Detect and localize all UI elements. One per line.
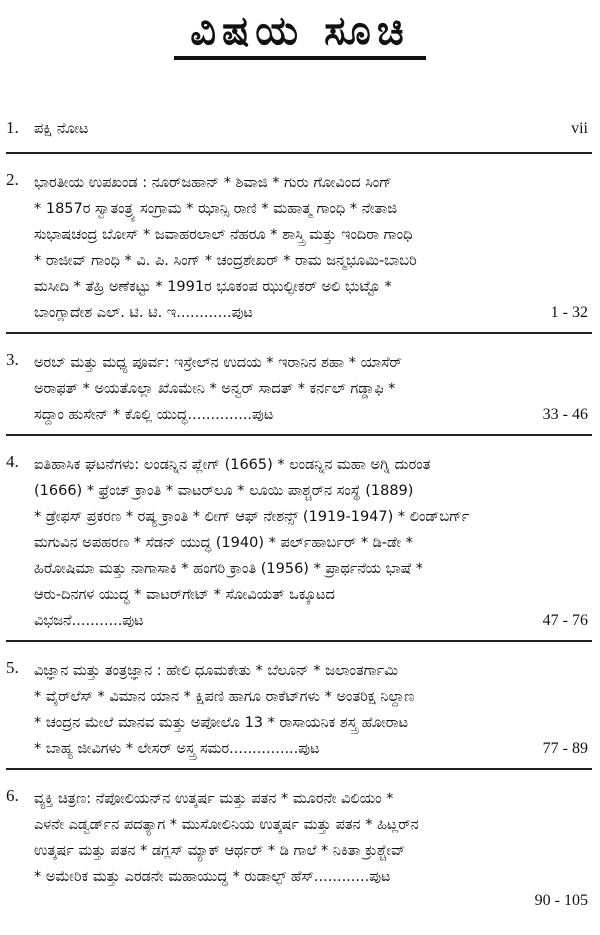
toc-entry-1 bbox=[6, 112, 592, 154]
entry-body bbox=[34, 658, 592, 762]
entry-line bbox=[34, 402, 592, 428]
entry-text: ವಿಭಜನೆ...........ಪುಟ bbox=[34, 613, 144, 629]
entry-title: ಪಕ್ಷಿ ನೋಟ bbox=[34, 121, 89, 137]
entry-line: ಐತಿಹಾಸಿಕ ಘಟನೆಗಳು: ಲಂಡನ್ನಿನ ಪ್ಲೇಗ್ (1665) * ಲಂಡನ್ನಿನ ಮಹಾ ಅಗ್ನಿ ದುರಂತ bbox=[34, 457, 431, 473]
entry-pages: 1 - 32 bbox=[550, 304, 588, 321]
entry-line: * ಚಂದ್ರನ ಮೇಲೆ ಮಾನವ ಮತ್ತು ಅಪೋಲೊ 13 * ರಾಸಾಯನಿಕ ಶಸ್ತ್ರ ಹೋರಾಟ bbox=[34, 715, 409, 731]
entry-line: * ರಾಜೀವ್ ಗಾಂಧಿ * ವಿ. ಪಿ. ಸಿಂಗ್ * ಚಂದ್ರಶೇಖರ್ * ರಾಮ ಜನ್ಮಭೂಮಿ-ಬಾಬರಿ bbox=[34, 253, 417, 269]
entry-number: 1. bbox=[6, 118, 19, 137]
entry-line: ಮಸೀದಿ * ತೆಹ್ರಿ ಅಣೆಕಟ್ಟು * 1991ರ ಭೂಕಂಪ ಝುಲ್ಫೀಕರ್ ಅಲಿ ಭುಟ್ಟೊ * bbox=[34, 279, 392, 295]
entry-line: ಎಳನೇ ಎಡ್ವರ್ಡ್‌ನ ಪದತ್ಯಾಗ * ಮುಸೋಲಿನಿಯ ಉತ್ಕರ್ಷ ಮತ್ತು ಪತನ * ಹಿಟ್ಲರ್‌ನ bbox=[34, 817, 419, 833]
entry-text: ಬಾಂಗ್ಲಾದೇಶ ಎಲ್. ಟಿ. ಟಿ. ಇ............ಪುಟ bbox=[34, 305, 253, 321]
toc-entry-2 bbox=[6, 164, 592, 334]
entry-text: ಸದ್ದಾಂ ಹುಸೇನ್ * ಕೊಲ್ಲಿ ಯುದ್ಧ..............ಪುಟ bbox=[34, 407, 274, 423]
entry-number: 3. bbox=[6, 350, 19, 369]
toc-entry-3 bbox=[6, 344, 592, 436]
entry-pages: 47 - 76 bbox=[542, 612, 588, 629]
entry-line bbox=[34, 116, 592, 142]
entry-number: 5. bbox=[6, 658, 19, 677]
entry-number: 6. bbox=[6, 786, 19, 805]
entry-text: * ಬಾಹ್ಯ ಜೀವಿಗಳು * ಲೇಸರ್ ಅಸ್ತ್ರ ಸಮರ...............ಪುಟ bbox=[34, 741, 320, 757]
entry-line: (1666) * ಫ್ರೆಂಚ್ ಕ್ರಾಂತಿ * ವಾಟರ್‌ಲೂ * ಲೂಯಿ ಪಾಶ್ಚರ್‌ನ ಸಂಸ್ಥೆ (1889) bbox=[34, 483, 414, 499]
entry-body bbox=[34, 786, 592, 912]
entry-line: ಮಗುವಿನ ಅಪಹರಣ * ಸೆಡನ್ ಯುದ್ಧ (1940) * ಪರ್ಲ್‌ಹಾರ್ಬರ್ * ಡಿ-ಡೇ * bbox=[34, 535, 413, 551]
entry-body bbox=[34, 350, 592, 428]
entry-line: ಸುಭಾಷಚಂದ್ರ ಬೋಸ್ * ಜವಾಹರಲಾಲ್ ನೆಹರೂ * ಶಾಸ್ತ್ರಿ ಮತ್ತು ಇಂದಿರಾ ಗಾಂಧಿ bbox=[34, 227, 413, 243]
header bbox=[0, 4, 600, 60]
entry-number: 4. bbox=[6, 452, 19, 471]
entry-body bbox=[34, 170, 592, 326]
table-of-contents bbox=[6, 112, 592, 928]
entry-line: ಅರಬ್ ಮತ್ತು ಮಧ್ಯ ಪೂರ್ವ: ಇಸ್ರೇಲ್‌ನ ಉದಯ * ಇರಾನಿನ ಶಹಾ * ಯಾಸೆರ್ bbox=[34, 355, 402, 371]
entry-pages: vii bbox=[571, 120, 588, 137]
toc-entry-5 bbox=[6, 652, 592, 770]
entry-pages: 33 - 46 bbox=[542, 406, 588, 423]
entry-line: ಅರಾಫತ್ * ಅಯತೊಲ್ಲಾ ಖೊಮೇನಿ * ಅನ್ವರ್ ಸಾದತ್ * ಕರ್ನಲ್ ಗಡ್ಡಾಫಿ * bbox=[34, 381, 396, 397]
entry-line bbox=[34, 736, 592, 762]
toc-entry-4 bbox=[6, 446, 592, 642]
entry-pages: 77 - 89 bbox=[542, 740, 588, 757]
entry-line: * 1857ರ ಸ್ವಾತಂತ್ರ್ಯ ಸಂಗ್ರಾಮ * ಝಾನ್ಸಿ ರಾಣಿ * ಮಹಾತ್ಮ ಗಾಂಧಿ * ನೇತಾಜಿ bbox=[34, 201, 398, 217]
entry-line: * ಅಮೇರಿಕ ಮತ್ತು ಎರಡನೇ ಮಹಾಯುದ್ಧ * ರುಡಾಲ್ಫ್ ಹೆಸ್............ಪುಟ bbox=[34, 869, 391, 885]
entry-body bbox=[34, 116, 592, 142]
entry-body bbox=[34, 452, 592, 634]
entry-line bbox=[34, 608, 592, 634]
entry-line: ಆರು-ದಿನಗಳ ಯುದ್ಧ * ವಾಟರ್‌ಗೇಟ್ * ಸೋವಿಯತ್ ಒಕ್ಕೂಟದ bbox=[34, 587, 335, 603]
entry-line: * ವೈರ್‌ಲೆಸ್ * ವಿಮಾನ ಯಾನ * ಕ್ಷಿಪಣಿ ಹಾಗೂ ರಾಕೆಟ್‌ಗಳು * ಅಂತರಿಕ್ಷ ನಿಲ್ದಾಣ bbox=[34, 689, 415, 705]
entry-line: ಭಾರತೀಯ ಉಪಖಂಡ : ನೂರ್‌ಜಹಾನ್ * ಶಿವಾಜಿ * ಗುರು ಗೋವಿಂದ ಸಿಂಗ್ bbox=[34, 175, 392, 191]
entry-line: ಹಿರೋಷಿಮಾ ಮತ್ತು ನಾಗಾಸಾಕಿ * ಹಂಗರಿ ಕ್ರಾಂತಿ (1956) * ಪ್ರಾರ್ಥನೆಯ ಭಾಷೆ * bbox=[34, 561, 423, 577]
entry-number: 2. bbox=[6, 170, 19, 189]
entry-line: ವಿಜ್ಞಾನ ಮತ್ತು ತಂತ್ರಜ್ಞಾನ : ಹೇಲಿ ಧೂಮಕೇತು * ಬೆಲೂನ್ * ಜಲಾಂತರ್ಗಾಮಿ bbox=[34, 663, 398, 679]
entry-line bbox=[34, 300, 592, 326]
entry-line: * ಡ್ರೇಫಸ್ ಪ್ರಕರಣ * ರಷ್ಯ ಕ್ರಾಂತಿ * ಲೀಗ್ ಆಫ್ ನೇಶನ್ಸ್ (1919-1947) * ಲಿಂಡ್‌ಬರ್ಗ್ bbox=[34, 509, 470, 525]
toc-entry-6 bbox=[6, 780, 592, 918]
entry-pages: 90 - 105 bbox=[534, 892, 588, 909]
page-title: ವಿಷಯ ಸೂಚಿ bbox=[174, 4, 425, 60]
entry-line: ವ್ಯಕ್ತಿ ಚಿತ್ರಣ: ನೆಪೋಲಿಯನ್‌ನ ಉತ್ಕರ್ಷ ಮತ್ತು ಪತನ * ಮೂರನೇ ವಿಲಿಯಂ * bbox=[34, 791, 394, 807]
entry-line: ಉತ್ಕರ್ಷ ಮತ್ತು ಪತನ * ಡಗ್ಲಸ್ ಮ್ಯಾಕ್ ಆರ್ಥರ್ * ಡಿ ಗಾಲೆ * ನಿಕಿತಾ ಕ್ರುಶ್ಚೇವ್ bbox=[34, 843, 406, 859]
